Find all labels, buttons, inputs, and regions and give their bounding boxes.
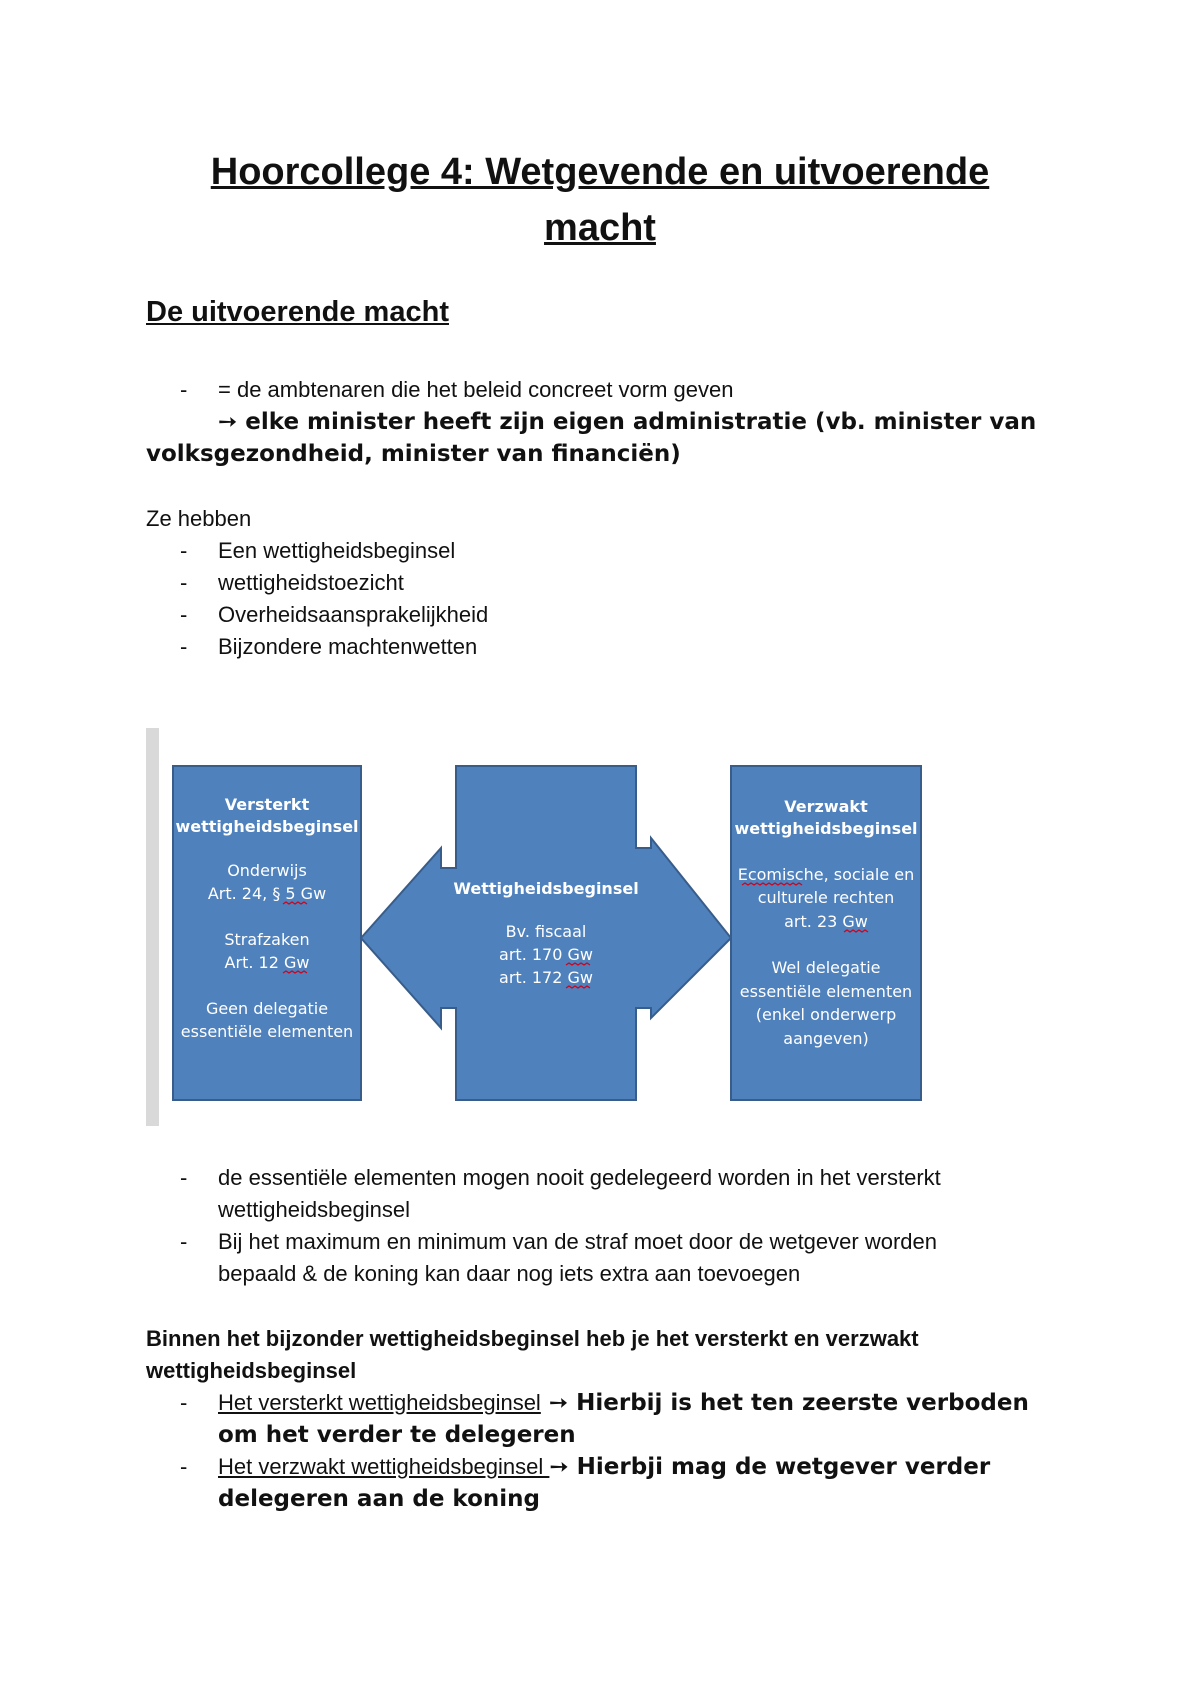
bullet-dash: - xyxy=(180,1165,188,1190)
section-heading-uitvoerende-macht: De uitvoerende macht xyxy=(146,296,449,328)
arrow-note-line2: volksgezondheid, minister van financiën) xyxy=(146,441,681,467)
versterkt-term: Het versterkt wettigheidsbeginsel xyxy=(218,1390,541,1415)
left-line4: Art. 12 Gw xyxy=(224,953,310,972)
list-item: wettigheidstoezicht xyxy=(218,570,404,595)
center-title: Wettigheidsbeginsel xyxy=(453,879,639,898)
left-title2: wettigheidsbeginsel xyxy=(175,817,359,836)
right-line1: Ecomische, sociale en xyxy=(737,865,915,884)
definition-bullet: = de ambtenaren die het beleid concreet vorm geven xyxy=(218,377,734,402)
bullet-dash: - xyxy=(180,1229,188,1254)
list-item: Overheidsaansprakelijkheid xyxy=(218,602,489,627)
center-line2: art. 170 Gw xyxy=(499,945,593,964)
center-line3: art. 172 Gw xyxy=(499,968,593,987)
list-intro: Ze hebben xyxy=(146,506,252,531)
bullet-dash: - xyxy=(180,1454,188,1479)
left-line6: essentiële elementen xyxy=(180,1022,354,1041)
bullet-dash: - xyxy=(180,1390,188,1415)
note-bullet2-line1: Bij het maximum en minimum van de straf moet door de wetgever worden xyxy=(218,1229,937,1254)
list-item: Bijzondere machtenwetten xyxy=(218,634,478,659)
note-bullet1-line1: de essentiële elementen mogen nooit gedelegeerd worden in het versterkt xyxy=(218,1165,941,1190)
right-line6: (enkel onderwerp xyxy=(755,1005,897,1024)
left-line3: Strafzaken xyxy=(224,930,310,949)
right-line4: Wel delegatie xyxy=(771,958,881,977)
verzwakt-explanation: ➙ Hierbji mag de wetgever verder xyxy=(549,1454,991,1480)
subheading-line2: wettigheidsbeginsel xyxy=(146,1358,357,1383)
verzwakt-item-line2: delegeren aan de koning xyxy=(218,1486,540,1512)
bullet-dash: - xyxy=(180,570,188,595)
legality-principle-diagram xyxy=(146,728,946,1128)
left-line1: Onderwijs xyxy=(227,861,307,880)
arrow-note-line1: ➙ elke minister heeft zijn eigen administratie (vb. minister van xyxy=(218,409,1037,435)
versterkt-item-line1 xyxy=(218,1387,1029,1419)
versterkt-explanation: ➙ Hierbij is het ten zeerste verboden xyxy=(540,1390,1029,1416)
right-line2: culturele rechten xyxy=(757,888,895,907)
left-line5: Geen delegatie xyxy=(205,999,329,1018)
list-item: Een wettigheidsbeginsel xyxy=(218,538,456,563)
bullet-dash: - xyxy=(180,634,188,659)
right-title1: Verzwakt xyxy=(784,797,868,816)
note-bullet1-line2: wettigheidsbeginsel xyxy=(218,1197,411,1222)
bullet-dash: - xyxy=(180,377,188,402)
right-line5: essentiële elementen xyxy=(739,982,913,1001)
subheading-line1: Binnen het bijzonder wettigheidsbeginsel heb je het versterkt en verzwakt xyxy=(146,1326,919,1351)
page-title-line1: Hoorcollege 4: Wetgevende en uitvoerende xyxy=(210,151,990,193)
left-line2: Art. 24, § 5 Gw xyxy=(207,884,327,903)
bullet-dash: - xyxy=(180,602,188,627)
right-line3: art. 23 Gw xyxy=(784,912,868,931)
left-title1: Versterkt xyxy=(224,795,310,814)
note-bullet2-line2: bepaald & de koning kan daar nog iets extra aan toevoegen xyxy=(218,1261,801,1286)
page-title-line2: macht xyxy=(544,207,656,249)
center-line1: Bv. fiscaal xyxy=(505,922,587,941)
verzwakt-item-line1 xyxy=(218,1451,990,1483)
diagram-sidebar xyxy=(146,728,159,1126)
box-verzwakt xyxy=(731,766,921,1100)
versterkt-item-line2: om het verder te delegeren xyxy=(218,1422,576,1448)
verzwakt-term: Het verzwakt wettigheidsbeginsel xyxy=(218,1454,550,1479)
right-title2: wettigheidsbeginsel xyxy=(734,819,918,838)
right-line7: aangeven) xyxy=(783,1029,869,1048)
bullet-dash: - xyxy=(180,538,188,563)
